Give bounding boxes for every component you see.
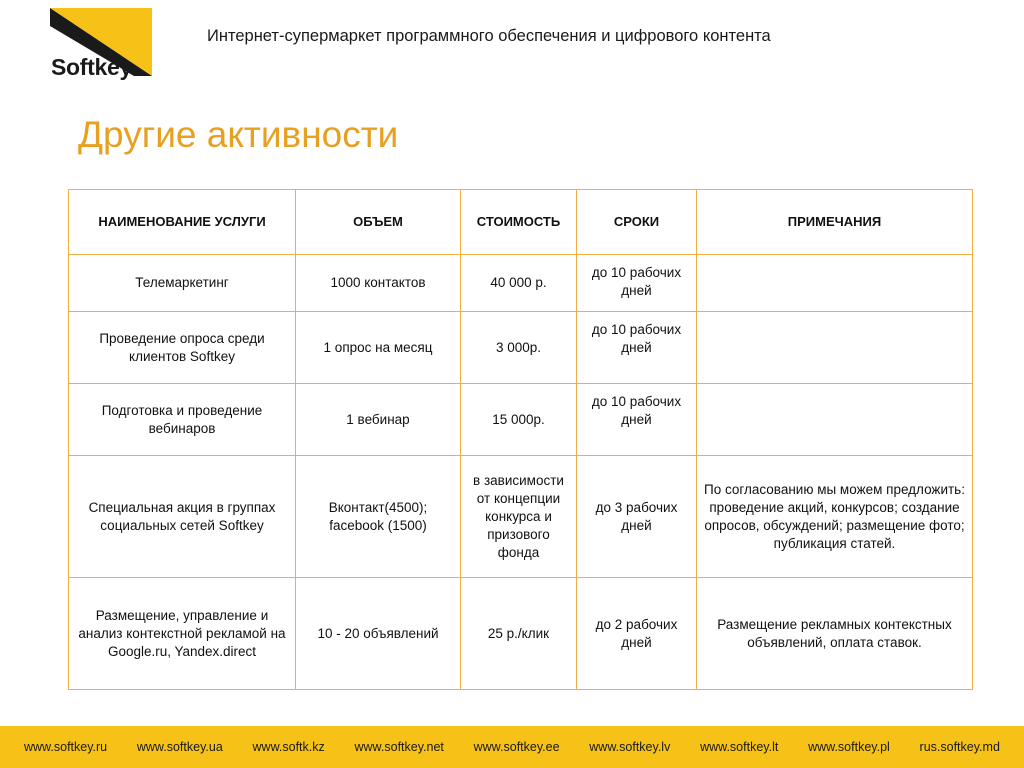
footer-link-softkey-lv[interactable]: www.softkey.lv [589, 740, 671, 754]
footer-bar [0, 726, 1024, 768]
footer-link-softkey-net[interactable]: www.softkey.net [354, 740, 444, 754]
cell-term: до 10 рабочих дней [577, 312, 697, 384]
cell-cost: в зависимости от концепции конкурса и призового фонда [461, 456, 577, 578]
cell-cost: 25 р./клик [461, 578, 577, 690]
footer-link-softkey-pl[interactable]: www.softkey.pl [808, 740, 890, 754]
cell-cost: 15 000р. [461, 384, 577, 456]
cell-volume: 1000 контактов [296, 255, 461, 312]
page-title: Другие активности [78, 114, 399, 155]
col-header-note: ПРИМЕЧАНИЯ [697, 190, 973, 255]
cell-note: По согласованию мы можем предложить: проведение акций, конкурсов; создание опросов, обсуждений; размещение фото; публикация статей. [697, 456, 973, 578]
cell-term: до 3 рабочих дней [577, 456, 697, 578]
cell-note [697, 312, 973, 384]
col-header-cost: СТОИМОСТЬ [461, 190, 577, 255]
softkey-logo[interactable] [50, 8, 152, 80]
table-row [69, 456, 973, 578]
cell-volume: Вконтакт(4500); facebook (1500) [296, 456, 461, 578]
cell-cost: 3 000р. [461, 312, 577, 384]
logo-key: key [94, 54, 132, 80]
logo-soft: Soft [51, 54, 95, 80]
cell-note: Размещение рекламных контекстных объявлений, оплата ставок. [697, 578, 973, 690]
table-row [69, 312, 973, 384]
footer-link-softk-kz[interactable]: www.softk.kz [252, 740, 325, 754]
footer-link-softkey-ee[interactable]: www.softkey.ee [473, 740, 560, 754]
cell-name: Проведение опроса среди клиентов Softkey [69, 312, 296, 384]
table-row [69, 255, 973, 312]
footer-link-softkey-ru[interactable]: www.softkey.ru [24, 740, 108, 754]
table-row [69, 384, 973, 456]
cell-term: до 10 рабочих дней [577, 255, 697, 312]
cell-term: до 2 рабочих дней [577, 578, 697, 690]
cell-term: до 10 рабочих дней [577, 384, 697, 456]
cell-volume: 1 вебинар [296, 384, 461, 456]
logo-wordmark [51, 54, 132, 81]
cell-volume: 10 - 20 объявлений [296, 578, 461, 690]
site-tagline: Интернет-супермаркет программного обеспечения и цифрового контента [207, 27, 771, 45]
col-header-term: СРОКИ [577, 190, 697, 255]
footer-link-softkey-md[interactable]: rus.softkey.md [919, 740, 1000, 754]
col-header-name: НАИМЕНОВАНИЕ УСЛУГИ [69, 190, 296, 255]
col-header-volume: ОБЪЕМ [296, 190, 461, 255]
cell-cost: 40 000 р. [461, 255, 577, 312]
cell-name: Подготовка и проведение вебинаров [69, 384, 296, 456]
cell-name: Специальная акция в группах социальных сетей Softkey [69, 456, 296, 578]
cell-note [697, 384, 973, 456]
footer-link-softkey-ua[interactable]: www.softkey.ua [136, 740, 223, 754]
services-table [68, 189, 973, 690]
cell-volume: 1 опрос на месяц [296, 312, 461, 384]
footer-link-softkey-lt[interactable]: www.softkey.lt [700, 740, 779, 754]
table-header-row [69, 190, 973, 255]
table-row [69, 578, 973, 690]
cell-note [697, 255, 973, 312]
cell-name: Телемаркетинг [69, 255, 296, 312]
cell-name: Размещение, управление и анализ контекстной рекламой на Google.ru, Yandex.direct [69, 578, 296, 690]
